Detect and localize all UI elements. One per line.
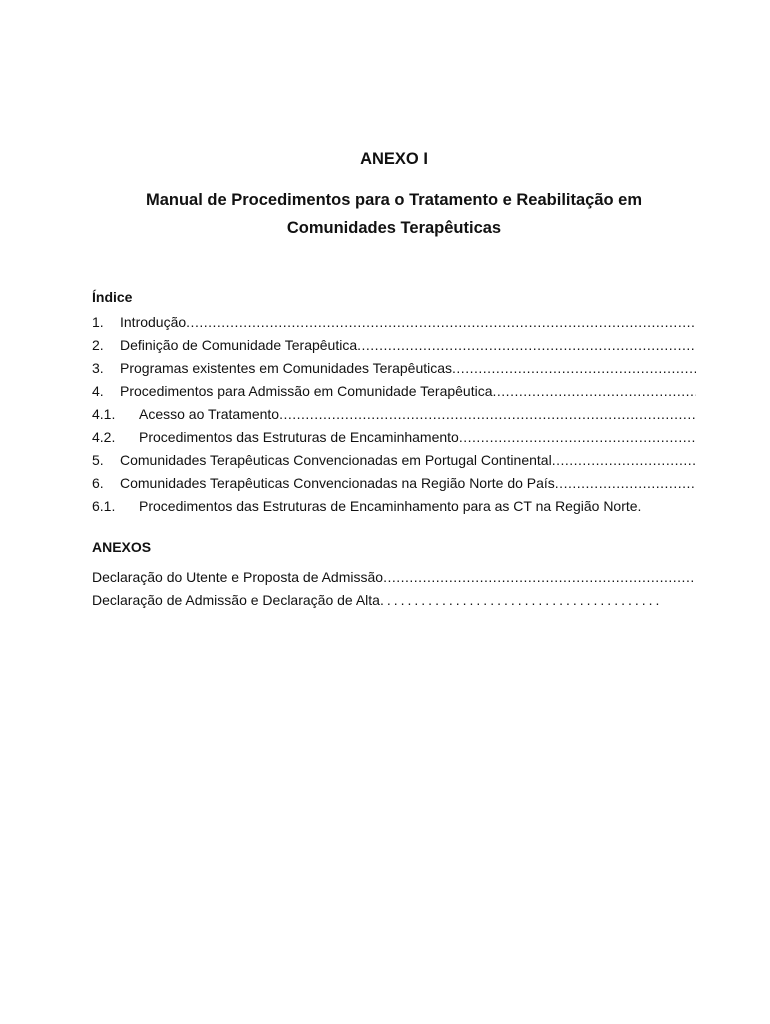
toc-entry-number: 5. bbox=[92, 452, 104, 468]
toc-entry-label: Procedimentos das Estruturas de Encaminhamento bbox=[139, 429, 459, 445]
toc-entry-2[interactable] bbox=[92, 337, 696, 360]
toc-entry-number: 3. bbox=[92, 360, 104, 376]
toc-entry-number: 6. bbox=[92, 475, 104, 491]
toc-entry-6[interactable] bbox=[92, 475, 696, 498]
toc-entry-label: Introdução bbox=[120, 314, 187, 330]
toc-entry-number: 1. bbox=[92, 314, 104, 330]
toc-entry-label: Comunidades Terapêuticas Convencionadas em Portugal Continental bbox=[120, 452, 552, 468]
dot-leader bbox=[380, 592, 660, 608]
annex-entry-label: Declaração do Utente e Proposta de Admissão bbox=[92, 569, 384, 585]
annex-entry-label: Declaração de Admissão e Declaração de Alta bbox=[92, 592, 380, 608]
annexes-heading: ANEXOS bbox=[92, 539, 152, 555]
toc-entry-4-2[interactable] bbox=[92, 429, 696, 452]
toc-entry-label: Programas existentes em Comunidades Terapêuticas bbox=[120, 360, 453, 376]
dot-leader bbox=[452, 360, 696, 376]
dot-leader bbox=[555, 475, 696, 491]
dot-leader bbox=[357, 337, 696, 353]
dot-leader bbox=[493, 383, 696, 399]
toc-entry-number: 4. bbox=[92, 383, 104, 399]
toc-entry-label: Procedimentos das Estruturas de Encaminhamento para as CT na Região Norte. bbox=[139, 498, 642, 514]
toc-entry-number: 6.1. bbox=[92, 498, 116, 514]
toc-entry-number: 2. bbox=[92, 337, 104, 353]
dot-leader bbox=[186, 314, 696, 330]
dot-leader bbox=[383, 569, 696, 585]
annexes-list bbox=[92, 569, 696, 615]
toc-entry-4[interactable] bbox=[92, 383, 696, 406]
annex-entry-2[interactable] bbox=[92, 592, 696, 615]
dot-leader bbox=[459, 429, 696, 445]
toc-entry-number: 4.1. bbox=[92, 406, 116, 422]
page-title: Manual de Procedimentos para o Tratamento e Reabilitação em Comunidades Terapêuticas bbox=[145, 191, 643, 237]
index-heading: Índice bbox=[92, 289, 133, 305]
dot-leader bbox=[279, 406, 696, 422]
toc-entry-1[interactable] bbox=[92, 314, 696, 337]
table-of-contents bbox=[92, 314, 696, 521]
toc-entry-6-1[interactable] bbox=[92, 498, 696, 521]
toc-entry-5[interactable] bbox=[92, 452, 696, 475]
toc-entry-label: Acesso ao Tratamento bbox=[139, 406, 280, 422]
annex-entry-1[interactable] bbox=[92, 569, 696, 592]
toc-entry-3[interactable] bbox=[92, 360, 696, 383]
toc-entry-label: Definição de Comunidade Terapêutica bbox=[120, 337, 358, 353]
toc-entry-number: 4.2. bbox=[92, 429, 116, 445]
toc-entry-label: Procedimentos para Admissão em Comunidade Terapêutica bbox=[120, 383, 493, 399]
toc-entry-label: Comunidades Terapêuticas Convencionadas na Região Norte do País bbox=[120, 475, 555, 491]
dot-leader bbox=[552, 452, 696, 468]
toc-entry-4-1[interactable] bbox=[92, 406, 696, 429]
annex-label: ANEXO I bbox=[360, 150, 428, 168]
